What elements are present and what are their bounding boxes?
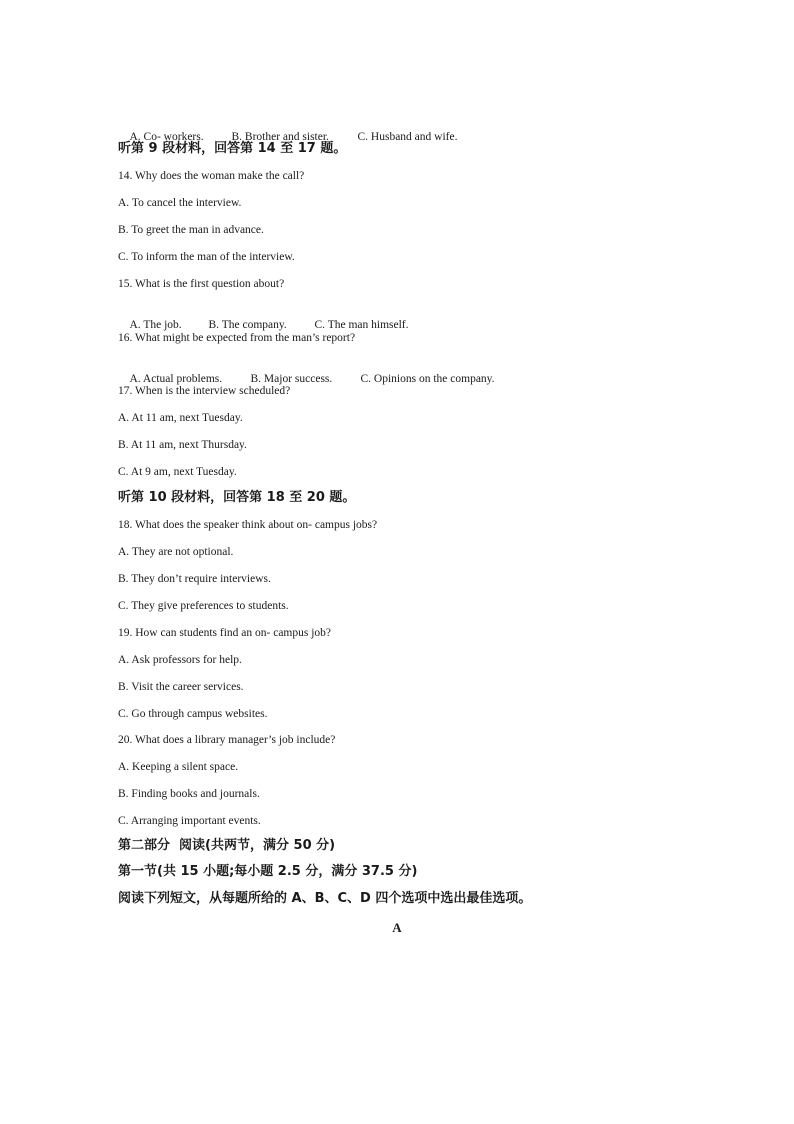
option-c: C. Opinions on the company. (360, 373, 495, 385)
option-b: B. The company. (208, 319, 287, 331)
question-18-option-a: A. They are not optional. (118, 546, 234, 558)
question-14-option-c: C. To inform the man of the interview. (118, 251, 295, 263)
question-20-option-c: C. Arranging important events. (118, 815, 261, 827)
option-c: C. The man himself. (314, 319, 409, 331)
passage-label: A (392, 920, 402, 935)
question-17-option-b: B. At 11 am, next Thursday. (118, 439, 247, 451)
section-one-heading: 第一节(共 15 小题;每小题 2.5 分，满分 37.5 分) (118, 864, 418, 879)
question-14-option-a: A. To cancel the interview. (118, 197, 242, 209)
part-two-heading: 第二部分 阅读(共两节，满分 50 分) (118, 838, 336, 853)
question-14-option-b: B. To greet the man in advance. (118, 224, 264, 236)
question-17: 17. When is the interview scheduled? (118, 385, 291, 397)
question-20-option-a: A. Keeping a silent space. (118, 761, 239, 773)
question-20-option-b: B. Finding books and journals. (118, 788, 260, 800)
option-b: B. Major success. (250, 373, 333, 385)
question-16: 16. What might be expected from the man’s report? (118, 332, 356, 344)
question-20: 20. What does a library manager’s job include? (118, 734, 336, 746)
question-17-option-c: C. At 9 am, next Tuesday. (118, 466, 237, 478)
section-heading-9: 听第 9 段材料，回答第 14 至 17 题。 (118, 141, 347, 156)
question-19-option-a: A. Ask professors for help. (118, 654, 242, 666)
option-a: A. The job. (129, 319, 182, 331)
question-19: 19. How can students find an on- campus job? (118, 627, 332, 639)
option-a: A. Actual problems. (129, 373, 223, 385)
option-b: B. Brother and sister. (231, 131, 329, 143)
question-17-option-a: A. At 11 am, next Tuesday. (118, 412, 243, 424)
section-heading-10: 听第 10 段材料，回答第 18 至 20 题。 (118, 490, 356, 505)
question-15: 15. What is the first question about? (118, 278, 285, 290)
question-18-option-c: C. They give preferences to students. (118, 600, 289, 612)
reading-instructions: 阅读下列短文，从每题所给的 A、B、C、D 四个选项中选出最佳选项。 (118, 891, 532, 906)
question-14: 14. Why does the woman make the call? (118, 170, 305, 182)
option-a: A. Co- workers. (129, 131, 204, 143)
question-18: 18. What does the speaker think about on- campus jobs? (118, 519, 378, 531)
option-c: C. Husband and wife. (357, 131, 458, 143)
question-18-option-b: B. They don’t require interviews. (118, 573, 271, 585)
question-19-option-b: B. Visit the career services. (118, 681, 244, 693)
question-19-option-c: C. Go through campus websites. (118, 708, 268, 720)
